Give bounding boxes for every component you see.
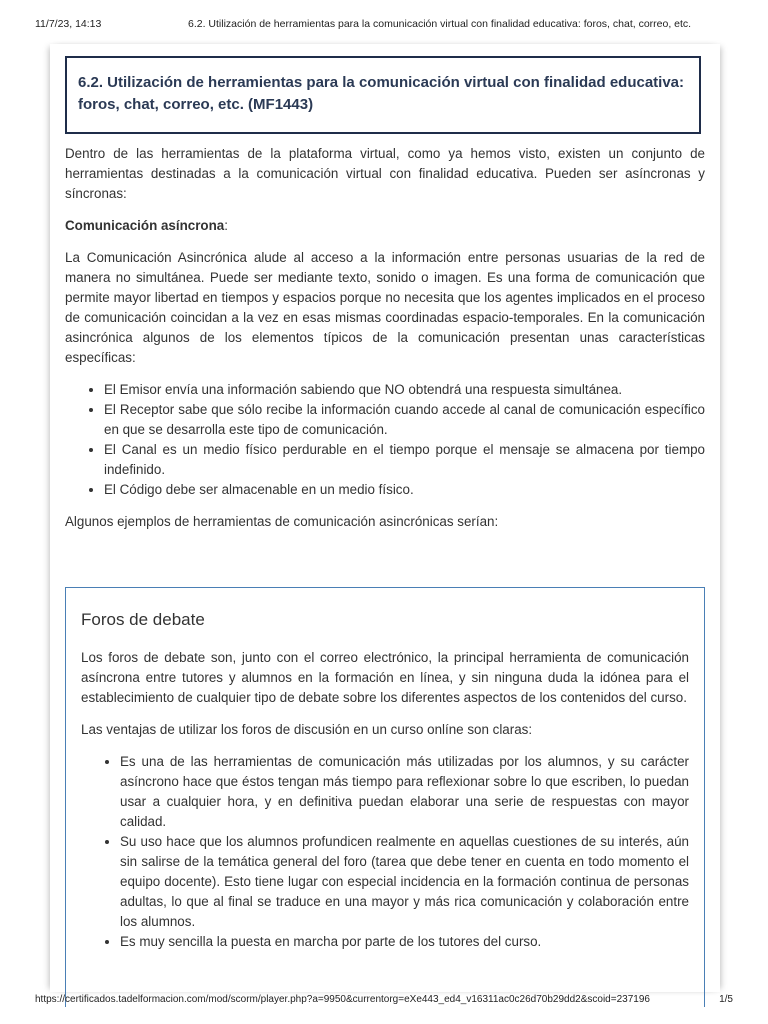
forums-box: [65, 587, 705, 1007]
list-item: • Su uso hace que los alumnos profundicen realmente en aquellas cuestiones de su interés, aún sin salirse de la temática general del foro (tarea que debe tener en cuenta en todo momento el equipo docente). Esto tiene lugar con especial incidencia en la formación continua de personas adultas, lo que al final se traduce en una mayor y más rica comunicación y colaboración entre los alumnos.: [120, 832, 689, 932]
forums-advantages-list: [81, 752, 689, 952]
print-date: 11/7/23, 14:13: [35, 18, 102, 30]
async-heading-colon: :: [224, 218, 228, 233]
print-doc-title: 6.2. Utilización de herramientas para la comunicación virtual con finalidad educativa: foros, chat, correo, etc.: [188, 18, 692, 30]
list-item: • El Emisor envía una información sabiendo que NO obtendrá una respuesta simultánea.: [104, 380, 705, 400]
print-header: [0, 0, 768, 36]
async-heading: Comunicación asíncrona: [65, 218, 225, 233]
forums-description: Los foros de debate son, junto con el correo electrónico, la principal herramienta de comunicación asíncrona entre tutores y alumnos en la formación en línea, y sin ninguna duda la idónea para el establecimiento de cualquier tipo de debate sobre los diferentes aspectos de los contenidos del curso.: [81, 650, 689, 705]
heading-box: [65, 56, 701, 134]
async-characteristics-list: [65, 380, 705, 500]
document-page: [50, 44, 720, 992]
main-content: [65, 144, 705, 544]
print-url: https://certificados.tadelformacion.com/mod/scorm/player.php?a=9950&currentorg=eXe443_ed4_v16311ac0c26d70b29dd2&scoid=237196: [35, 994, 650, 1005]
examples-intro: Algunos ejemplos de herramientas de comunicación asincrónicas serían:: [65, 514, 499, 529]
page-number: 1/5: [719, 994, 733, 1005]
list-item: • El Código debe ser almacenable en un medio físico.: [104, 480, 705, 500]
forums-title: Foros de debate: [81, 610, 205, 629]
list-item: • Es muy sencilla la puesta en marcha por parte de los tutores del curso.: [120, 932, 689, 952]
async-heading-line: [65, 216, 705, 236]
list-item: • Es una de las herramientas de comunicación más utilizadas por los alumnos, y su carácter asíncrono hace que éstos tengan más tiempo para reflexionar sobre lo que escriben, lo puedan usar a cualquier hora, y en definitiva puedan elaborar una serie de respuestas con mayor calidad.: [120, 752, 689, 832]
forums-advantages-intro: Las ventajas de utilizar los foros de discusión en un curso onlíne son claras:: [81, 722, 533, 737]
intro-paragraph: Dentro de las herramientas de la plataforma virtual, como ya hemos visto, existen un conjunto de herramientas destinadas a la comunicación virtual con finalidad educativa. Pueden ser asíncronas y síncronas:: [65, 146, 705, 201]
list-item: • El Canal es un medio físico perdurable en el tiempo porque el mensaje se almacena por tiempo indefinido.: [104, 440, 705, 480]
print-footer: [0, 992, 768, 1012]
list-item: • El Receptor sabe que sólo recibe la información cuando accede al canal de comunicación específico en que se desarrolla este tipo de comunicación.: [104, 400, 705, 440]
page-title: 6.2. Utilización de herramientas para la comunicación virtual con finalidad educativa: foros, chat, correo, etc. (MF1443): [78, 74, 685, 113]
async-description: La Comunicación Asincrónica alude al acceso a la información entre personas usuarias de la red de manera no simultánea. Puede ser mediante texto, sonido o imagen. Es una forma de comunicación que permite mayor libertad en tiempos y espacios porque no necesita que los agentes implicados en el proceso de comunicación coincidan a la vez en esas mismas coordinadas espacio-temporales. En la comunicación asincrónica algunos de los elementos típicos de la comunicación presentan unas características específicas:: [65, 250, 705, 365]
